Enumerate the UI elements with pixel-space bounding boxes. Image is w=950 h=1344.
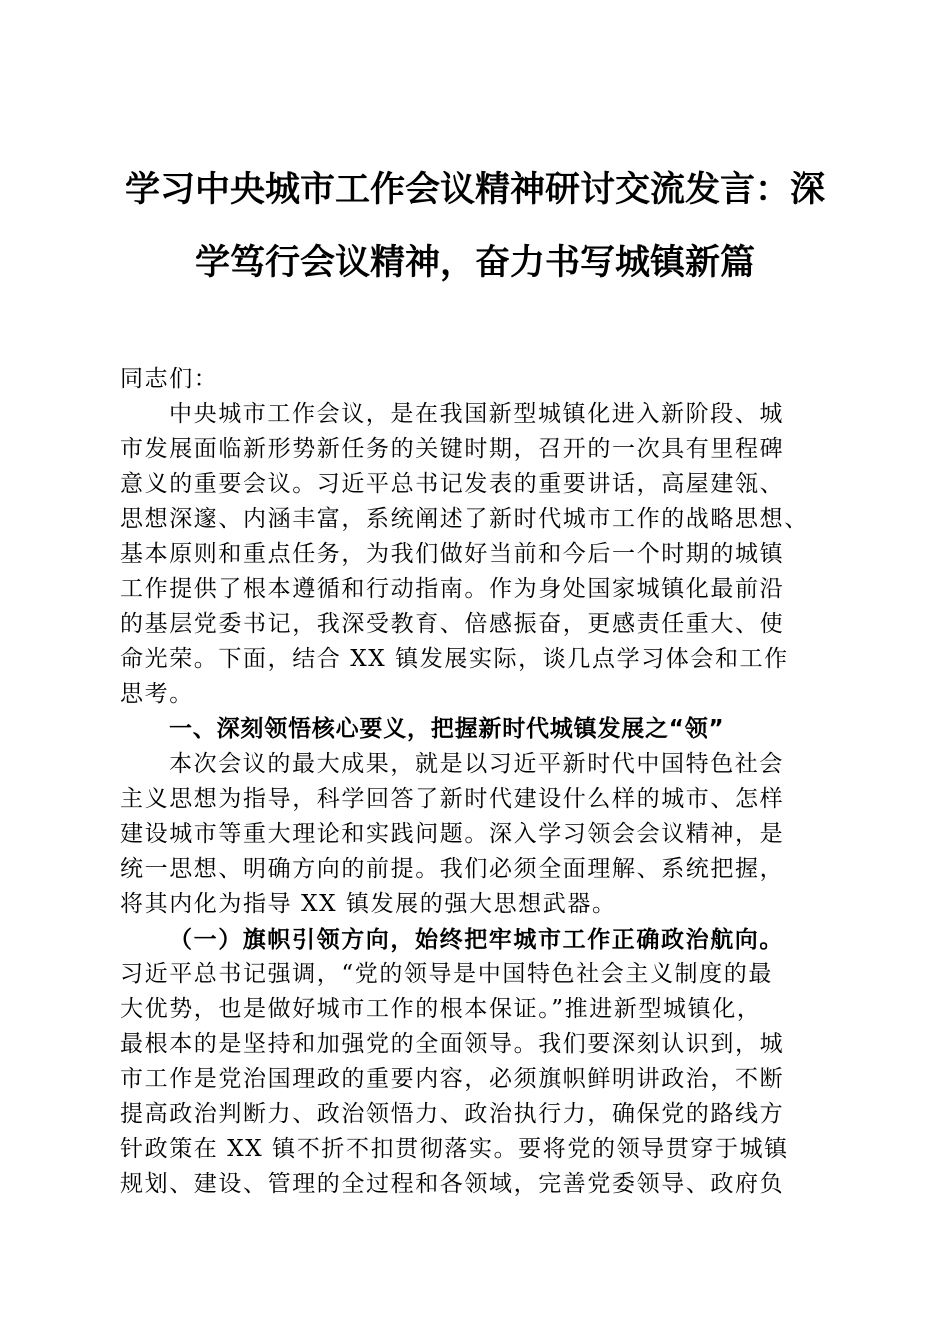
paragraph-line: 市发展面临新形势新任务的关键时期，召开的一次具有里程碑 xyxy=(120,436,785,462)
paragraph-line: 中央城市工作会议，是在我国新型城镇化进入新阶段、城 xyxy=(169,401,784,427)
document-title-line-2: 学笃行会议精神，奋力书写城镇新篇 xyxy=(194,242,755,283)
paragraph-line: 习近平总书记强调，“党的领导是中国特色社会主义制度的最 xyxy=(120,961,773,987)
paragraph-line: 建设城市等重大理论和实践问题。深入学习领会会议精神，是 xyxy=(120,821,785,847)
paragraph-line: 工作提供了根本遵循和行动指南。作为身处国家城镇化最前沿 xyxy=(120,576,785,602)
paragraph-line: 主义思想为指导，科学回答了新时代建设什么样的城市、怎样 xyxy=(120,786,785,812)
paragraph-line: 针政策在 XX 镇不折不扣贯彻落实。要将党的领导贯穿于城镇 xyxy=(120,1136,789,1162)
paragraph-line: 统一思想、明确方向的前提。我们必须全面理解、系统把握， xyxy=(120,856,785,882)
document-title-line-1: 学习中央城市工作会议精神研讨交流发言：深 xyxy=(124,169,825,210)
paragraph-line: 最根本的是坚持和加强党的全面领导。我们要深刻认识到，城 xyxy=(120,1031,785,1057)
paragraph-line: 的基层党委书记，我深受教育、倍感振奋，更感责任重大、使 xyxy=(120,611,785,637)
paragraph-line: 本次会议的最大成果，就是以习近平新时代中国特色社会 xyxy=(169,751,784,777)
subsection-heading: （一）旗帜引领方向，始终把牢城市工作正确政治航向。 xyxy=(169,926,784,953)
paragraph-line: 市工作是党治国理政的重要内容，必须旗帜鲜明讲政治，不断 xyxy=(120,1066,785,1092)
paragraph-line: 思考。 xyxy=(120,681,194,707)
section-heading: 一、深刻领悟核心要义，把握新时代城镇发展之“领” xyxy=(169,716,725,742)
paragraph-line: 规划、建设、管理的全过程和各领域，完善党委领导、政府负 xyxy=(120,1171,785,1197)
salutation: 同志们： xyxy=(120,366,219,392)
paragraph-line: 命光荣。下面，结合 XX 镇发展实际，谈几点学习体会和工作 xyxy=(120,646,789,672)
paragraph-line: 基本原则和重点任务，为我们做好当前和今后一个时期的城镇 xyxy=(120,541,785,567)
paragraph-line: 意义的重要会议。习近平总书记发表的重要讲话，高屋建瓴、 xyxy=(120,471,785,497)
paragraph-line: 大优势，也是做好城市工作的根本保证。”推进新型城镇化， xyxy=(120,996,762,1022)
paragraph-line: 提高政治判断力、政治领悟力、政治执行力，确保党的路线方 xyxy=(120,1101,785,1127)
paragraph-line: 将其内化为指导 XX 镇发展的强大思想武器。 xyxy=(120,891,617,917)
paragraph-line: 思想深邃、内涵丰富，系统阐述了新时代城市工作的战略思想、 xyxy=(120,506,809,532)
